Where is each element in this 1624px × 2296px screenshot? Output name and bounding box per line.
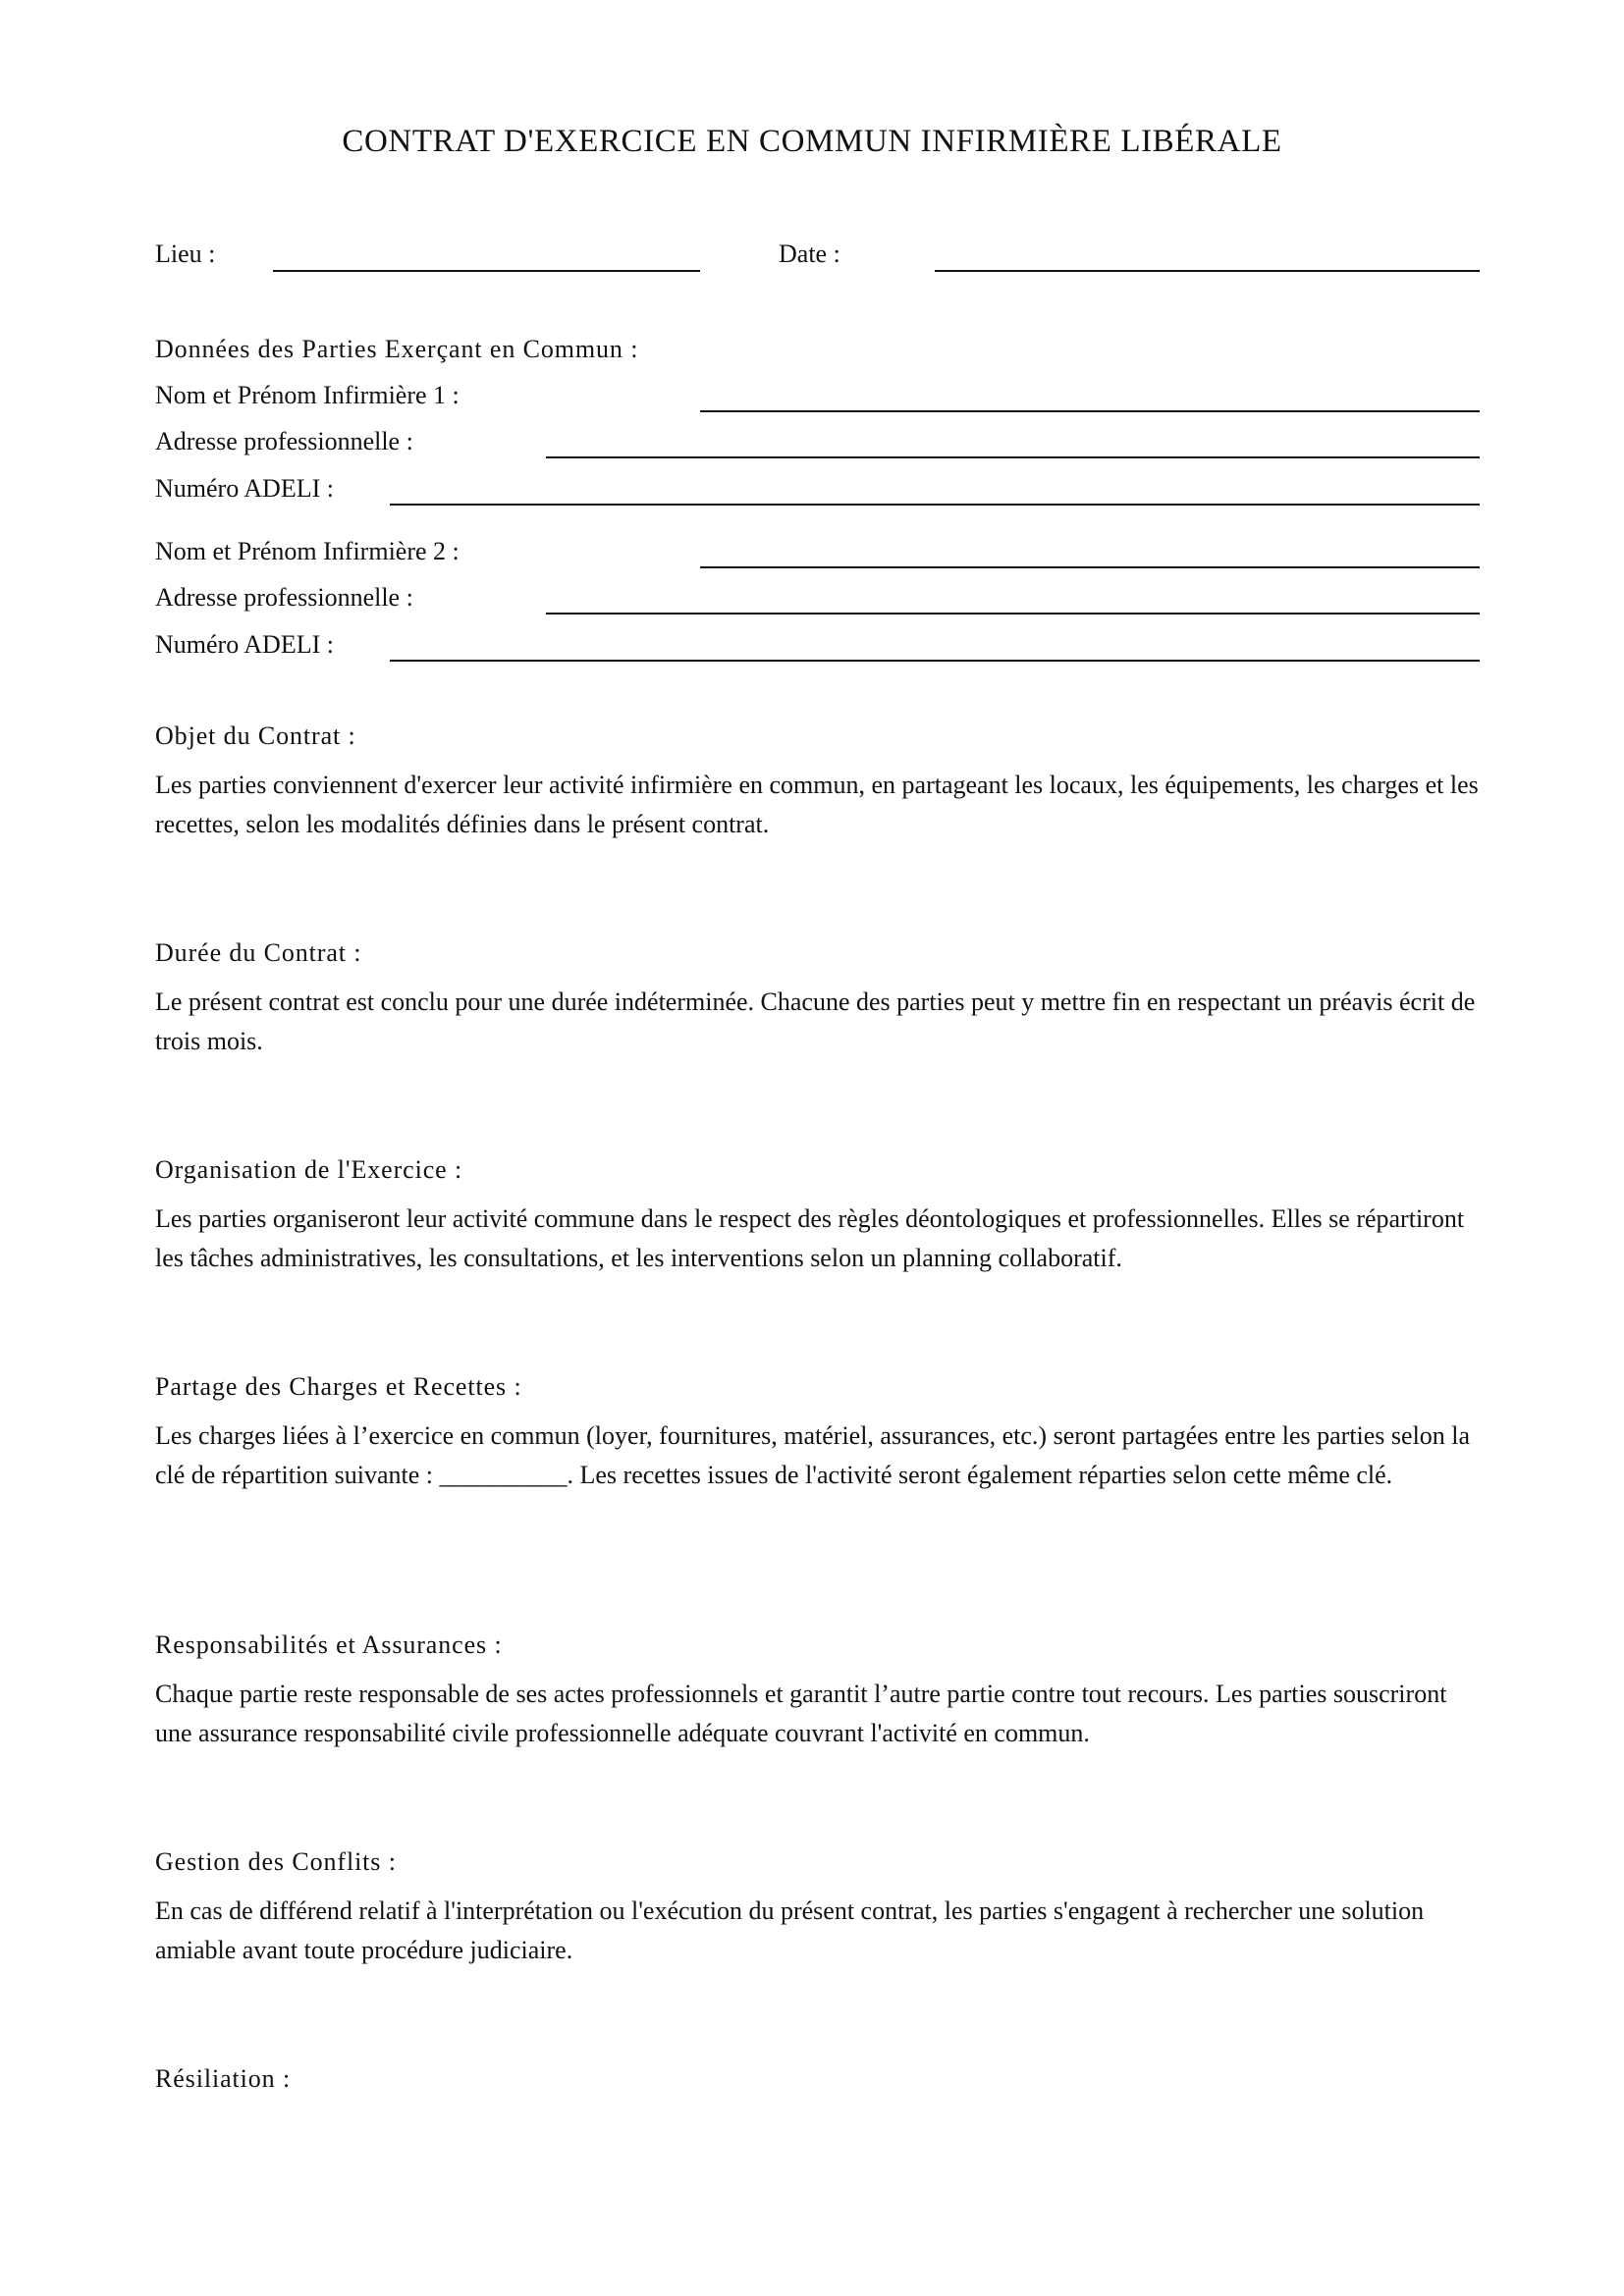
section-organisation-text: Les parties organiseront leur activité commune dans le respect des règles déontologiques et professionnelles. Elles se répartiront les tâches administratives, les consultations, et les interventions selon un planning collaboratif. [155, 1204, 1465, 1272]
section-organisation-heading: Organisation de l'Exercice : [155, 1155, 463, 1184]
section-partage-text: Les charges liées à l’exercice en commun (loyer, fournitures, matériel, assurances, etc.) seront partagées entre les parties selon la clé de répartition suivante : __________. Les recettes issues de l'activité seront également réparties selon cette même clé. [155, 1421, 1471, 1489]
party2-adeli-field-line[interactable] [390, 660, 1480, 662]
party2-name-label: Nom et Prénom Infirmière 2 : [155, 537, 460, 565]
section-resiliation-heading: Résiliation : [155, 2064, 292, 2093]
party1-address-field-line[interactable] [546, 456, 1480, 458]
section-duree-heading: Durée du Contrat : [155, 938, 362, 967]
party2-name-field-line[interactable] [700, 566, 1480, 568]
party1-name-label: Nom et Prénom Infirmière 1 : [155, 381, 460, 409]
lieu-label: Lieu : [155, 240, 216, 268]
date-field-line[interactable] [935, 270, 1480, 272]
section-conflits-heading: Gestion des Conflits : [155, 1847, 397, 1876]
section-duree-text: Le présent contrat est conclu pour une durée indéterminée. Chacune des parties peut y mettre fin en respectant un préavis écrit de trois mois. [155, 988, 1476, 1055]
party2-address-field-line[interactable] [546, 613, 1480, 614]
section-conflits-text: En cas de différend relatif à l'interprétation ou l'exécution du présent contrat, les parties s'engagent à rechercher une solution amiable avant toute procédure judiciaire. [155, 1896, 1425, 1964]
party2-address-label: Adresse professionnelle : [155, 583, 413, 612]
party1-adeli-field-line[interactable] [390, 504, 1480, 506]
section-partage-heading: Partage des Charges et Recettes : [155, 1372, 522, 1401]
document-title: CONTRAT D'EXERCICE EN COMMUN INFIRMIÈRE LIBÉRALE [342, 124, 1282, 159]
section-responsabilites-heading: Responsabilités et Assurances : [155, 1630, 503, 1659]
parties-heading: Données des Parties Exerçant en Commun : [155, 335, 639, 363]
section-objet-heading: Objet du Contrat : [155, 721, 356, 750]
party1-adeli-label: Numéro ADELI : [155, 474, 334, 503]
party1-name-field-line[interactable] [700, 410, 1480, 412]
party1-address-label: Adresse professionnelle : [155, 427, 413, 455]
section-responsabilites-text: Chaque partie reste responsable de ses actes professionnels et garantit l’autre partie contre tout recours. Les parties souscriront une assurance responsabilité civile professionnelle adéquate couvrant l'activité en commun. [155, 1680, 1447, 1747]
lieu-field-line[interactable] [273, 270, 700, 272]
section-objet-text: Les parties conviennent d'exercer leur activité infirmière en commun, en partageant les locaux, les équipements, les charges et les recettes, selon les modalités définies dans le présent contrat. [155, 771, 1479, 838]
party2-adeli-label: Numéro ADELI : [155, 630, 334, 659]
date-label: Date : [779, 240, 840, 268]
